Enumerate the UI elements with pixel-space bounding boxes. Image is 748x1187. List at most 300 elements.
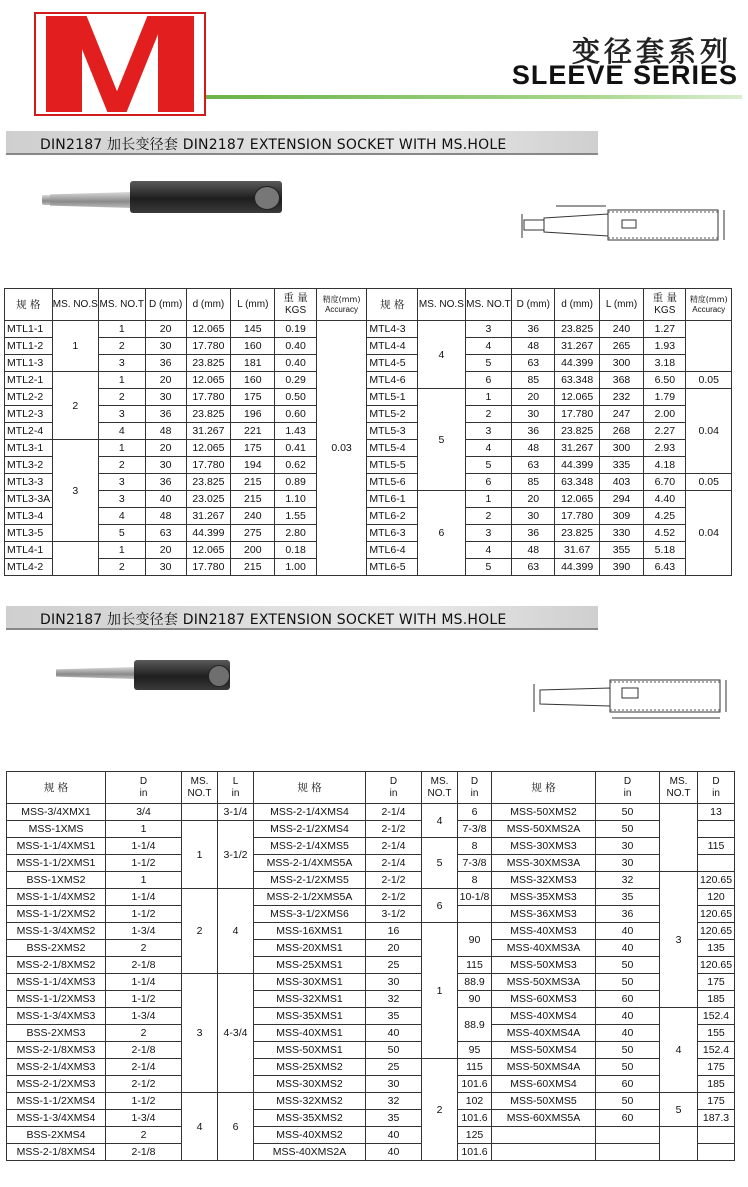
table-cell	[596, 1144, 660, 1161]
table-cell	[698, 1144, 735, 1161]
table-cell: 5	[418, 389, 466, 491]
col-D: D (mm)	[145, 289, 186, 321]
col2-mst-b: MS. NO.T	[422, 772, 458, 804]
table-cell: 335	[599, 457, 643, 474]
table-row	[7, 1042, 735, 1059]
table-cell: 2	[422, 1059, 458, 1161]
table-cell: 16	[366, 923, 422, 940]
table-cell: MSS-32XMS1	[254, 991, 366, 1008]
table-cell: 1.79	[644, 389, 686, 406]
table-cell: 4	[418, 321, 466, 389]
table-cell: 145	[231, 321, 275, 338]
table-cell: MSS-25XMS2	[254, 1059, 366, 1076]
table-cell: 120.65	[698, 906, 735, 923]
table-cell: 330	[599, 525, 643, 542]
table-cell: 12.065	[186, 321, 230, 338]
table-cell: 36	[512, 321, 555, 338]
page-title-cn: 变径套系列	[571, 35, 732, 68]
table-cell: 0.89	[275, 474, 316, 491]
table-cell: MSS-60XMS3	[492, 991, 596, 1008]
table-cell: 60	[596, 991, 660, 1008]
table-cell: 2-1/2	[366, 872, 422, 889]
table-cell	[596, 1127, 660, 1144]
table-row	[7, 889, 735, 906]
col-mss: MS. NO.S	[52, 289, 98, 321]
table-cell: 101.6	[458, 1110, 492, 1127]
table-cell: 5	[660, 1093, 698, 1127]
table-cell: 294	[599, 491, 643, 508]
table-cell: 30	[145, 389, 186, 406]
table-row	[7, 821, 735, 838]
table-cell: MSS-20XMS1	[254, 940, 366, 957]
table-cell: 265	[599, 338, 643, 355]
col2-D-c: D in	[596, 772, 660, 804]
table-cell: 268	[599, 423, 643, 440]
table-cell: BSS-1XMS2	[7, 872, 106, 889]
table-cell: 3	[465, 423, 511, 440]
table-cell: 187.3	[698, 1110, 735, 1127]
table-cell: 23.825	[555, 423, 599, 440]
table-cell: 30	[145, 559, 186, 576]
table-cell: MSS-2-1/8XMS2	[7, 957, 106, 974]
table-cell	[458, 906, 492, 923]
table-cell: 40	[596, 1025, 660, 1042]
table-cell: 2-1/4	[366, 804, 422, 821]
table-cell: 2	[99, 389, 145, 406]
table-cell: 50	[366, 1042, 422, 1059]
table-cell: 12.065	[555, 389, 599, 406]
table-cell: 102	[458, 1093, 492, 1110]
table-cell: 2.93	[644, 440, 686, 457]
table-cell: MSS-50XMS3A	[492, 974, 596, 991]
table-cell: 48	[145, 423, 186, 440]
table-cell: 4	[182, 1093, 218, 1161]
table-cell: 175	[698, 1093, 735, 1110]
table-cell: MSS-1-1/4XMS1	[7, 838, 106, 855]
col-weight-r: 重 量 KGS	[644, 289, 686, 321]
table-row	[7, 855, 735, 872]
table-cell: 5	[465, 559, 511, 576]
table-cell: 4	[99, 423, 145, 440]
table-cell: 50	[596, 1059, 660, 1076]
table-row	[7, 974, 735, 991]
table-cell: MTL4-2	[5, 559, 53, 576]
table-cell: 35	[366, 1008, 422, 1025]
header-divider	[206, 95, 742, 99]
table-cell: 30	[596, 838, 660, 855]
table-cell: MTL6-5	[367, 559, 418, 576]
table-cell: MSS-50XMS3	[492, 957, 596, 974]
table-row	[5, 355, 732, 372]
col-spec-r: 规 格	[367, 289, 418, 321]
table-cell: MSS-1-1/4XMS3	[7, 974, 106, 991]
table-row	[7, 1076, 735, 1093]
table-cell: 1	[182, 821, 218, 889]
table-cell: MTL4-1	[5, 542, 53, 559]
table-cell: 3	[465, 525, 511, 542]
table-cell: 17.780	[555, 406, 599, 423]
table-cell: MSS-2-1/2XMS5	[254, 872, 366, 889]
table-cell: 2	[182, 889, 218, 974]
table-cell: 25	[366, 1059, 422, 1076]
table-cell: 20	[145, 440, 186, 457]
table-cell: MSS-1-1/2XMS2	[7, 906, 106, 923]
table-cell: 40	[366, 1025, 422, 1042]
table-cell: 115	[458, 1059, 492, 1076]
table-cell: 300	[599, 355, 643, 372]
col2-spec: 规 格	[7, 772, 106, 804]
table-cell: 5	[465, 355, 511, 372]
col-L-r: L (mm)	[599, 289, 643, 321]
table-cell: 3	[182, 974, 218, 1093]
table-cell: 0.40	[275, 355, 316, 372]
table-cell: 4	[465, 542, 511, 559]
table-cell: 4	[99, 508, 145, 525]
table-cell: 0.29	[275, 372, 316, 389]
table-cell: 6	[418, 491, 466, 576]
table-cell: MTL5-2	[367, 406, 418, 423]
table-cell: 44.399	[186, 525, 230, 542]
col-mst-r: MS. NO.T	[465, 289, 511, 321]
table-cell: 40	[366, 1144, 422, 1161]
table-cell: 30	[512, 406, 555, 423]
table-cell: 3	[660, 872, 698, 1008]
table-cell: 23.825	[186, 355, 230, 372]
table-row	[7, 1008, 735, 1025]
table-cell: 0.05	[686, 372, 732, 389]
table-cell: 30	[366, 1076, 422, 1093]
table-row	[7, 804, 735, 821]
table-cell: 1.55	[275, 508, 316, 525]
table-cell: MTL5-6	[367, 474, 418, 491]
table-cell: MSS-3-1/2XMS6	[254, 906, 366, 923]
table-cell: MTL6-4	[367, 542, 418, 559]
table-cell: 44.399	[555, 355, 599, 372]
table-cell: MSS-35XMS3	[492, 889, 596, 906]
table-cell	[182, 804, 218, 821]
table-cell: 60	[596, 1110, 660, 1127]
table-cell: 17.780	[186, 457, 230, 474]
table-cell: 36	[145, 355, 186, 372]
table-cell: 6.70	[644, 474, 686, 491]
table-cell: 4.18	[644, 457, 686, 474]
table-cell: 85	[512, 372, 555, 389]
table-cell: 44.399	[555, 457, 599, 474]
table-cell: 0.40	[275, 338, 316, 355]
table-cell: 31.267	[555, 338, 599, 355]
table-cell: 50	[596, 974, 660, 991]
table-cell: 232	[599, 389, 643, 406]
table-row	[5, 525, 732, 542]
table-row	[5, 321, 732, 338]
table-cell: 309	[599, 508, 643, 525]
table-cell: 63	[512, 355, 555, 372]
table-cell: 12.065	[186, 542, 230, 559]
table-cell: 5	[99, 525, 145, 542]
table-cell: MSS-2-1/2XMS5A	[254, 889, 366, 906]
table-cell: 2-1/2	[106, 1076, 182, 1093]
table-cell: 368	[599, 372, 643, 389]
table-cell: 390	[599, 559, 643, 576]
table-cell: 3/4	[106, 804, 182, 821]
table-cell: 0.41	[275, 440, 316, 457]
table-cell: BSS-2XMS2	[7, 940, 106, 957]
table-cell: 20	[145, 542, 186, 559]
table-cell: 48	[512, 440, 555, 457]
col-L: L (mm)	[231, 289, 275, 321]
table-cell: 4	[218, 889, 254, 974]
table-cell: 63	[145, 525, 186, 542]
table-cell: 20	[366, 940, 422, 957]
table-cell: 3	[99, 355, 145, 372]
table-cell: 120	[698, 889, 735, 906]
table-row	[5, 508, 732, 525]
col-mst: MS. NO.T	[99, 289, 145, 321]
table-cell: 6	[218, 1093, 254, 1161]
table-row	[7, 1144, 735, 1161]
table-cell: 5.18	[644, 542, 686, 559]
table-cell: MTL5-3	[367, 423, 418, 440]
table-cell: MTL3-1	[5, 440, 53, 457]
table-row	[7, 1093, 735, 1110]
table-cell: 30	[512, 508, 555, 525]
table-row	[7, 1110, 735, 1127]
table-cell	[492, 1144, 596, 1161]
table-cell: 31.267	[555, 440, 599, 457]
table-cell: 4	[422, 804, 458, 838]
col-accuracy-r: 精度(mm) Accuracy	[686, 289, 732, 321]
table-cell: 12.065	[555, 491, 599, 508]
product-photo-1	[40, 178, 260, 228]
col2-D-b: D in	[366, 772, 422, 804]
table-cell: MTL6-3	[367, 525, 418, 542]
table-cell: 0.62	[275, 457, 316, 474]
table-cell: 1-1/4	[106, 974, 182, 991]
table-cell: 2.80	[275, 525, 316, 542]
table-cell: 215	[231, 559, 275, 576]
table-cell: 2-1/2	[366, 821, 422, 838]
table-cell: MTL3-4	[5, 508, 53, 525]
table-cell: 355	[599, 542, 643, 559]
table-cell: 6	[465, 372, 511, 389]
table-cell: 240	[231, 508, 275, 525]
col-d-r: d (mm)	[555, 289, 599, 321]
table-cell: MSS-1-1/2XMS3	[7, 991, 106, 1008]
table-cell: 48	[145, 508, 186, 525]
table-cell: 20	[145, 321, 186, 338]
table-cell: MSS-35XMS1	[254, 1008, 366, 1025]
table-cell: 50	[596, 957, 660, 974]
table-cell: 0.04	[686, 389, 732, 474]
table-cell: 12.065	[186, 440, 230, 457]
table-cell: 23.825	[555, 525, 599, 542]
table-cell: MSS-50XMS4	[492, 1042, 596, 1059]
table-cell: 1	[99, 321, 145, 338]
table-cell: 23.025	[186, 491, 230, 508]
table-row	[5, 491, 732, 508]
col-mss-r: MS. NO.S	[418, 289, 466, 321]
table-cell: 1	[465, 491, 511, 508]
col2-D: D in	[106, 772, 182, 804]
col-d: d (mm)	[186, 289, 230, 321]
table-cell: MTL5-1	[367, 389, 418, 406]
table-cell: 6	[458, 804, 492, 821]
table-cell: 36	[596, 906, 660, 923]
table-cell: 1.43	[275, 423, 316, 440]
table-row	[5, 372, 732, 389]
table-cell: MSS-40XMS2A	[254, 1144, 366, 1161]
table-cell: 63	[512, 457, 555, 474]
table-cell: 181	[231, 355, 275, 372]
table-row	[5, 338, 732, 355]
table-cell: 2-1/8	[106, 957, 182, 974]
table-cell: 90	[458, 923, 492, 957]
table-cell: MSS-36XMS3	[492, 906, 596, 923]
table-cell: 300	[599, 440, 643, 457]
table-cell	[492, 1127, 596, 1144]
table-cell: 221	[231, 423, 275, 440]
table-cell: 1-3/4	[106, 923, 182, 940]
table-cell: 175	[698, 1059, 735, 1076]
table-cell: 40	[366, 1127, 422, 1144]
table-cell: 120.65	[698, 957, 735, 974]
table-cell: MSS-1-3/4XMS3	[7, 1008, 106, 1025]
table-cell: 0.50	[275, 389, 316, 406]
table-cell: MTL2-1	[5, 372, 53, 389]
table-cell: 5	[422, 838, 458, 889]
col2-L: L in	[218, 772, 254, 804]
table-cell: 8	[458, 838, 492, 855]
table-cell: 6.43	[644, 559, 686, 576]
table-cell: MTL3-3A	[5, 491, 53, 508]
table-cell: 115	[698, 838, 735, 855]
table-row	[5, 389, 732, 406]
table-cell: MSS-2-1/4XMS5	[254, 838, 366, 855]
table-cell	[52, 542, 98, 576]
table-cell: 4	[660, 1008, 698, 1093]
table-cell: MTL3-5	[5, 525, 53, 542]
table-cell: 2-1/2	[366, 889, 422, 906]
table-cell: 196	[231, 406, 275, 423]
table-cell: 50	[596, 1093, 660, 1110]
section-title-bar-1	[6, 131, 598, 155]
table-cell: 215	[231, 474, 275, 491]
table-cell: 175	[231, 389, 275, 406]
table-cell: 31.267	[186, 508, 230, 525]
table-row	[5, 559, 732, 576]
table-cell: 30	[366, 974, 422, 991]
table-cell: 200	[231, 542, 275, 559]
table-cell: 40	[596, 1008, 660, 1025]
table-cell: 32	[366, 1093, 422, 1110]
table-cell: MTL4-6	[367, 372, 418, 389]
table-cell: MSS-25XMS1	[254, 957, 366, 974]
table-cell: MTL3-3	[5, 474, 53, 491]
table-cell: 17.780	[186, 559, 230, 576]
table-cell: 2-1/4	[366, 838, 422, 855]
product-photo-2	[56, 660, 236, 700]
table-cell: 3	[465, 321, 511, 338]
section-title-bar-2	[6, 606, 598, 630]
table-cell: MSS-32XMS2	[254, 1093, 366, 1110]
col2-D2-c: D in	[698, 772, 735, 804]
table-cell: MSS-50XMS2	[492, 804, 596, 821]
table-cell: MTL4-5	[367, 355, 418, 372]
table-cell: 23.825	[186, 406, 230, 423]
col-spec: 规 格	[5, 289, 53, 321]
table-cell: 1	[99, 372, 145, 389]
table-cell: 30	[145, 338, 186, 355]
table-cell: MSS-1-3/4XMS4	[7, 1110, 106, 1127]
table-cell: 3	[52, 440, 98, 542]
table-cell: 32	[596, 872, 660, 889]
table-cell: MSS-60XMS5A	[492, 1110, 596, 1127]
table-cell: MSS-40XMS1	[254, 1025, 366, 1042]
table-cell: 48	[512, 542, 555, 559]
table-cell: 1-1/2	[106, 1093, 182, 1110]
table-cell: 95	[458, 1042, 492, 1059]
table-cell: MSS-50XMS2A	[492, 821, 596, 838]
table-cell: 25	[366, 957, 422, 974]
table-cell: 2.27	[644, 423, 686, 440]
table-cell: 1.00	[275, 559, 316, 576]
table-cell: 2.00	[644, 406, 686, 423]
table-cell: MSS-40XMS3A	[492, 940, 596, 957]
table-cell: 215	[231, 491, 275, 508]
table-cell: 2	[99, 457, 145, 474]
table-cell: 17.780	[186, 338, 230, 355]
table-cell: MSS-40XMS4	[492, 1008, 596, 1025]
table-cell: 40	[145, 491, 186, 508]
table-cell: 12.065	[186, 372, 230, 389]
col-D-r: D (mm)	[512, 289, 555, 321]
section-title-1: DIN2187 加长变径套 DIN2187 EXTENSION SOCKET WITH MS.HOLE	[40, 137, 507, 153]
table-cell: MSS-1-3/4XMS2	[7, 923, 106, 940]
table-cell: 1-3/4	[106, 1008, 182, 1025]
table-cell: 152.4	[698, 1008, 735, 1025]
table-cell: 63	[512, 559, 555, 576]
table-cell: 32	[366, 991, 422, 1008]
table-cell: 120.65	[698, 872, 735, 889]
col-weight: 重 量 KGS	[275, 289, 316, 321]
table-cell: 2	[99, 338, 145, 355]
table-cell: MSS-32XMS3	[492, 872, 596, 889]
spec-table-mtl	[4, 288, 732, 576]
table-cell: MTL6-2	[367, 508, 418, 525]
table-cell: 0.19	[275, 321, 316, 338]
table-cell: MSS-1XMS	[7, 821, 106, 838]
table-cell: 1	[465, 389, 511, 406]
table-cell	[698, 855, 735, 872]
table-cell: 90	[458, 991, 492, 1008]
table-cell: MTL2-2	[5, 389, 53, 406]
table-cell: 1-1/4	[106, 838, 182, 855]
table-cell: 2	[106, 940, 182, 957]
table-cell: 3	[99, 474, 145, 491]
table-cell: MSS-2-1/2XMS3	[7, 1076, 106, 1093]
table-cell: 6	[422, 889, 458, 923]
table-cell: 3-1/4	[218, 804, 254, 821]
table-cell: MSS-30XMS2	[254, 1076, 366, 1093]
table-cell: 2	[99, 559, 145, 576]
table-cell: 1.10	[275, 491, 316, 508]
technical-drawing-1	[516, 200, 736, 248]
table-cell: MSS-50XMS1	[254, 1042, 366, 1059]
table-cell: 0.05	[686, 474, 732, 491]
table-cell: 85	[512, 474, 555, 491]
table-cell: 135	[698, 940, 735, 957]
table-cell: 152.4	[698, 1042, 735, 1059]
